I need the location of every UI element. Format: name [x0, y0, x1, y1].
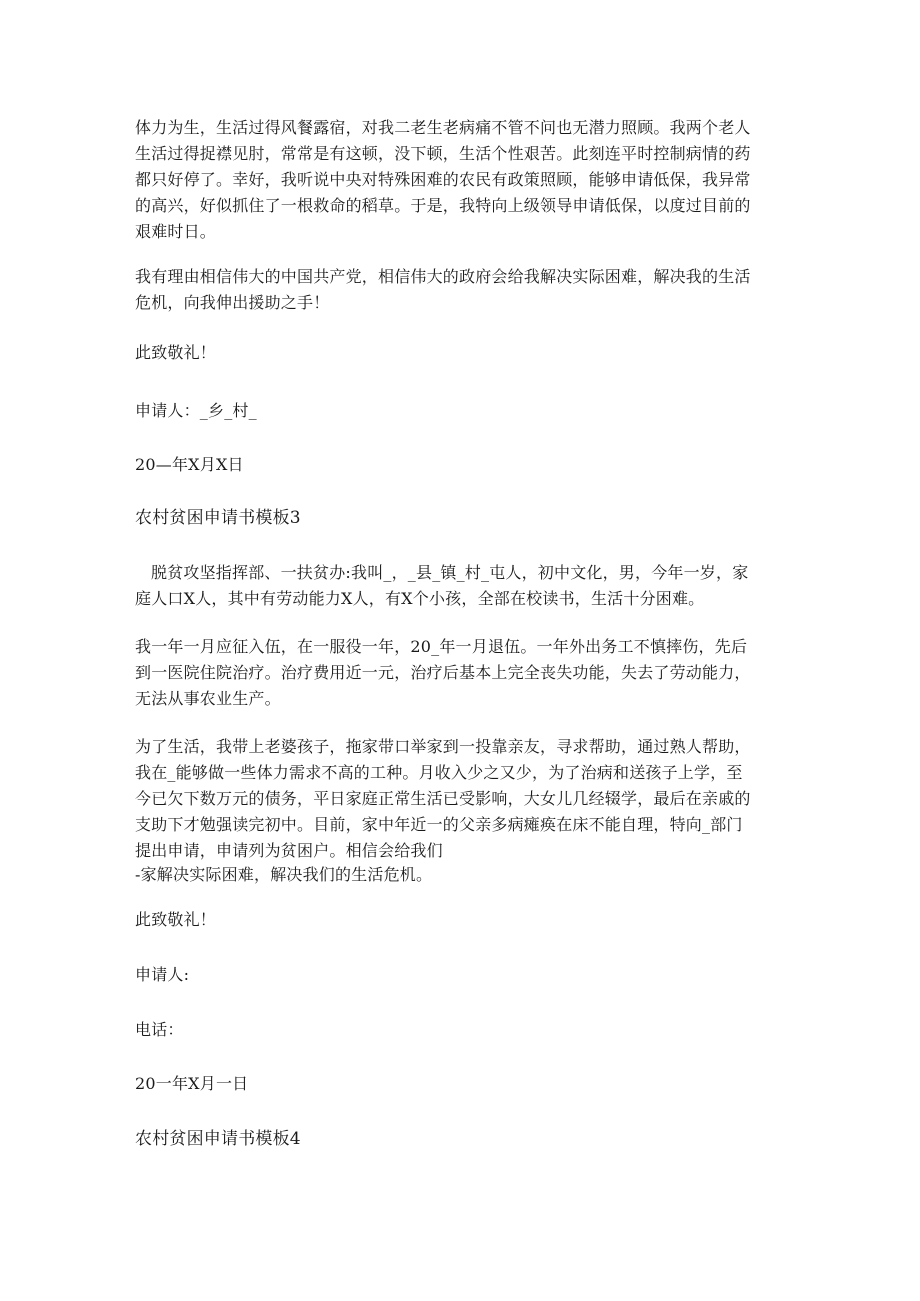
phone-line: 电话： — [135, 1020, 184, 1039]
text-line: 提出申请，申请列为贫困户。相信会给我们 — [135, 841, 443, 860]
text-line: -家解决实际困难，解决我们的生活危机。 — [135, 865, 433, 884]
paragraph-living-situation — [135, 734, 790, 886]
text-line: 体力为生，生活过得风餐露宿，对我二老生老病痛不管不问也无潜力照顾。我两个老人 — [135, 118, 751, 137]
text-line: 今已欠下数万元的债务，平日家庭正常生活已受影响，大女儿几经辍学，最后在亲戚的 — [135, 789, 751, 808]
applicant-line-2: 申请人: — [135, 965, 190, 984]
text-line: 脱贫攻坚指挥部、一扶贫办:我叫_，_县_镇_村_屯人，初中文化，男，今年一岁，家 — [151, 563, 749, 582]
text-line: 为了生活，我带上老婆孩子，拖家带口举家到一投靠亲友，寻求帮助，通过熟人帮助， — [135, 737, 751, 756]
date-line-2: 20一年X月一日 — [135, 1074, 249, 1093]
paragraph-trust — [135, 264, 790, 316]
applicant-line: 申请人：_乡_村_ — [135, 401, 257, 420]
text-line: 都只好停了。幸好，我听说中央对特殊困难的农民有政策照顾，能够申请低保，我异常 — [135, 170, 751, 189]
date-line: 20—年X月X日 — [135, 455, 244, 474]
text-line: 到一医院住院治疗。治疗费用近一元，治疗后基本上完全丧失功能，失去了劳动能力， — [135, 663, 751, 682]
text-line: 我有理由相信伟大的中国共产党，相信伟大的政府会给我解决实际困难，解决我的生活 — [135, 267, 751, 286]
text-line: 生活过得捉襟见肘，常常是有这顿，没下顿，生活个性艰苦。此刻连平时控制病情的药 — [135, 144, 751, 163]
text-line: 艰难时日。 — [135, 222, 217, 241]
text-line: 庭人口X人，其中有劳动能力X人，有X个小孩，全部在校读书，生活十分困难。 — [135, 589, 705, 608]
text-line: 危机，向我伸出援助之手！ — [135, 293, 330, 312]
section-heading-template-4: 农村贫困申请书模板4 — [135, 1129, 301, 1149]
text-line: 的高兴，好似抓住了一根救命的稻草。于是，我特向上级领导申请低保，以度过目前的 — [135, 196, 751, 215]
paragraph-hardship — [135, 115, 790, 245]
closing-salutation: 此致敬礼！ — [135, 343, 217, 362]
closing-salutation-2: 此致敬礼！ — [135, 910, 217, 929]
text-line: 我一年一月应征入伍，在一服役一年，20_年一月退伍。一年外出务工不慎摔伤，先后 — [135, 637, 748, 656]
text-line: 无法从事农业生产。 — [135, 689, 281, 708]
text-line: 支助下才勉强读完初中。目前，家中年近一的父亲多病瘫痪在床不能自理，特向_部门 — [135, 815, 743, 834]
paragraph-service-injury — [135, 634, 790, 712]
text-line: 我在_能够做一些体力需求不高的工种。月收入少之又少，为了治病和送孩子上学，至 — [135, 763, 743, 782]
paragraph-introduction — [135, 560, 790, 612]
section-heading-template-3: 农村贫困申请书模板3 — [135, 508, 301, 528]
